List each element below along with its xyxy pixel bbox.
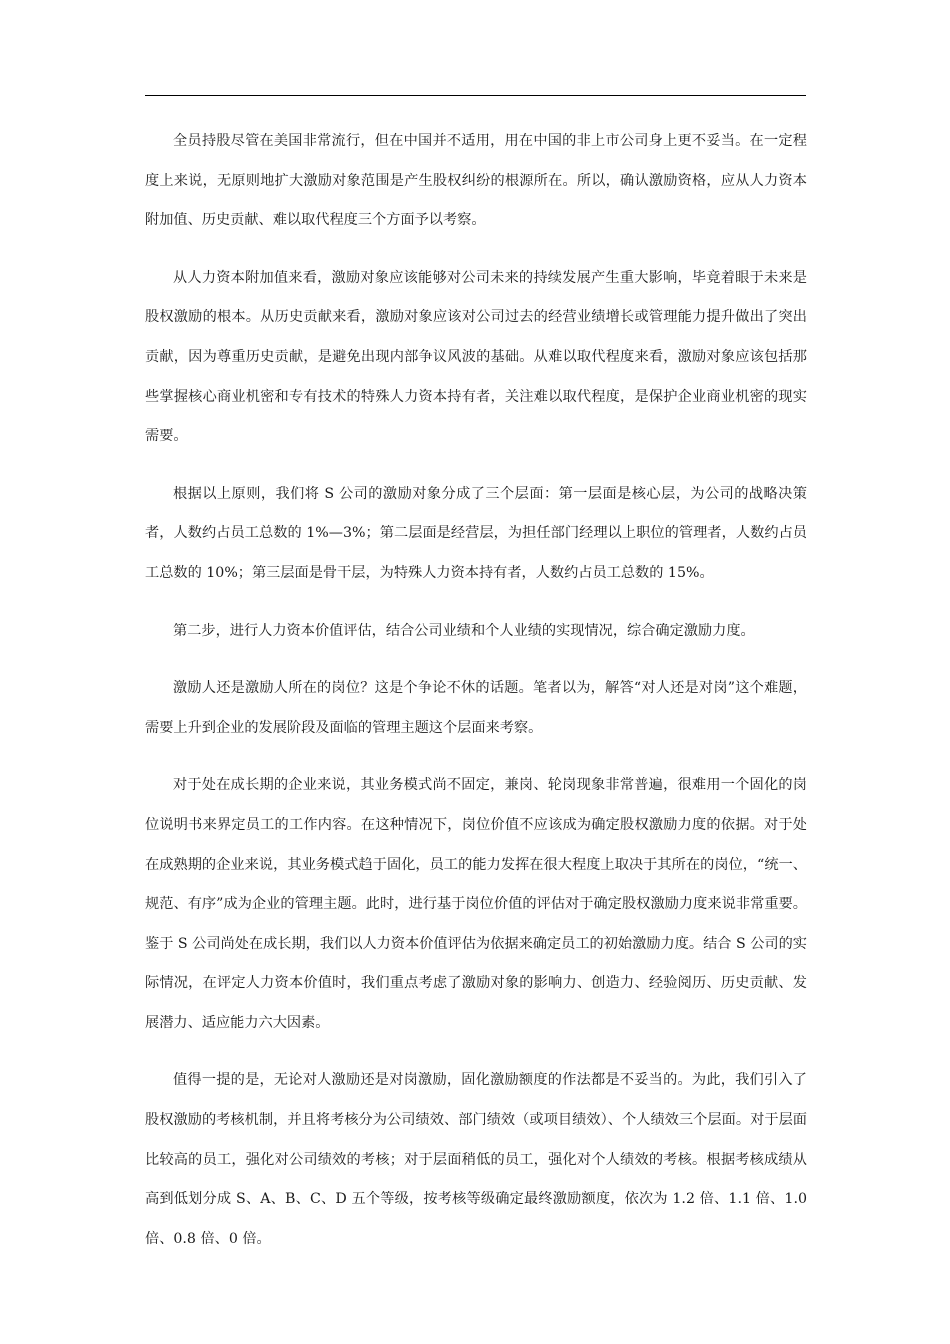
header-rule	[145, 95, 806, 96]
paragraph-3: 根据以上原则，我们将 S 公司的激励对象分成了三个层面：第一层面是核心层，为公司的战略决策者，人数约占员工总数的 1%—3%；第二层面是经营层，为担任部门经理以上职位的管理者，人数约占员工总数的 10%；第三层面是骨干层，为特殊人力资本持有者，人数约占员工总数的 15%。	[145, 485, 807, 581]
paragraph-6: 对于处在成长期的企业来说，其业务模式尚不固定，兼岗、轮岗现象非常普遍，很难用一个固化的岗位说明书来界定员工的工作内容。在这种情况下，岗位价值不应该成为确定股权激励力度的依据。对于处在成熟期的企业来说，其业务模式趋于固化，员工的能力发挥在很大程度上取决于其所在的岗位，“统一、规范、有序”成为企业的管理主题。此时，进行基于岗位价值的评估对于确定股权激励力度来说非常重要。鉴于 S 公司尚处在成长期，我们以人力资本价值评估为依据来确定员工的初始激励力度。结合 S 公司的实际情况，在评定人力资本价值时，我们重点考虑了激励对象的影响力、创造力、经验阅历、历史贡献、发展潜力、适应能力六大因素。	[145, 777, 807, 1031]
paragraph-5: 激励人还是激励人所在的岗位？这是个争论不休的话题。笔者以为，解答“对人还是对岗”这个难题，需要上升到企业的发展阶段及面临的管理主题这个层面来考察。	[145, 680, 807, 736]
paragraph-2: 从人力资本附加值来看，激励对象应该能够对公司未来的持续发展产生重大影响，毕竟着眼于未来是股权激励的根本。从历史贡献来看，激励对象应该对公司过去的经营业绩增长或管理能力提升做出了突出贡献，因为尊重历史贡献，是避免出现内部争议风波的基础。从难以取代程度来看，激励对象应该包括那些掌握核心商业机密和专有技术的特殊人力资本持有者，关注难以取代程度，是保护企业商业机密的现实需要。	[145, 269, 807, 445]
document-body	[145, 122, 807, 1277]
paragraph-4: 第二步，进行人力资本价值评估，结合公司业绩和个人业绩的实现情况，综合确定激励力度。	[173, 622, 755, 639]
paragraph-7: 值得一提的是，无论对人激励还是对岗激励，固化激励额度的作法都是不妥当的。为此，我们引入了股权激励的考核机制，并且将考核分为公司绩效、部门绩效（或项目绩效）、个人绩效三个层面。对于层面比较高的员工，强化对公司绩效的考核；对于层面稍低的员工，强化对个人绩效的考核。根据考核成绩从高到低划分成 S、A、B、C、D 五个等级，按考核等级确定最终激励额度，依次为 1.2 倍、1.1 倍、1.0 倍、0.8 倍、0 倍。	[145, 1072, 807, 1247]
paragraph-1: 全员持股尽管在美国非常流行，但在中国并不适用，用在中国的非上市公司身上更不妥当。在一定程度上来说，无原则地扩大激励对象范围是产生股权纠纷的根源所在。所以，确认激励资格，应从人力资本附加值、历史贡献、难以取代程度三个方面予以考察。	[145, 133, 807, 229]
